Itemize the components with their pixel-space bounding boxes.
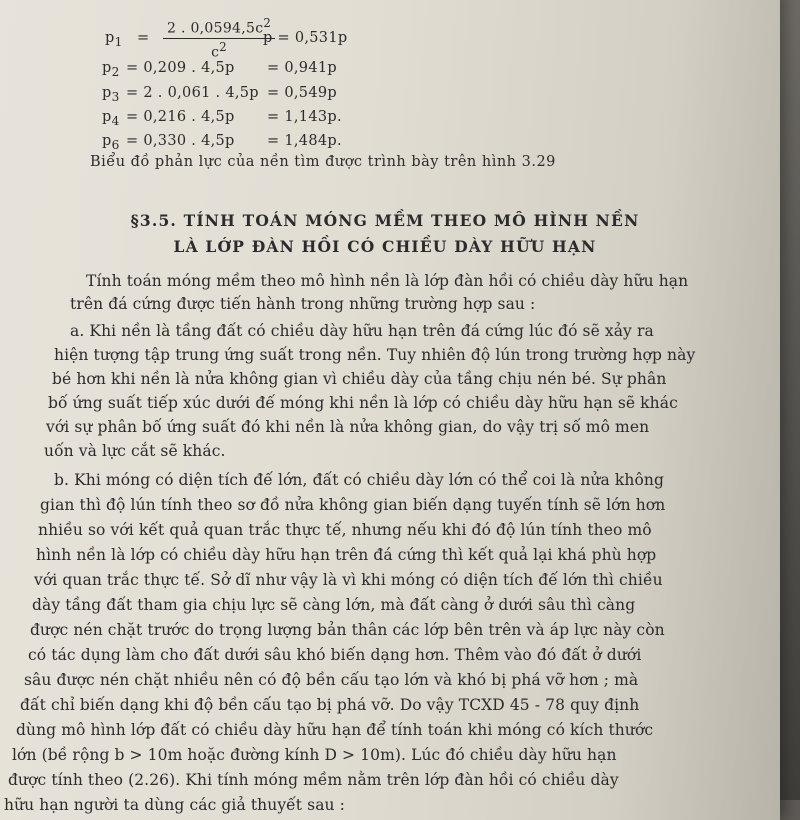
body-line: a. Khi nền là tầng đất có chiều dày hữu hạn trên đá cứng lúc đó sẽ xảy ra xyxy=(70,322,654,340)
body-line: lớn (bề rộng b > 10m hoặc đường kính D > 10m). Lúc đó chiều dày hữu hạn xyxy=(12,746,617,764)
formula-p3 xyxy=(102,85,402,109)
formula-p3-lhs: $p_3$ xyxy=(102,85,120,104)
body-line: với sự phân bố ứng suất đó khi nền là nửa không gian, do vậy trị số mô men xyxy=(46,418,650,436)
formula-p3-result: = 0,549p xyxy=(267,85,337,101)
formula-p3-expr: = 2 . 0,061 . 4,5p xyxy=(126,85,259,101)
figure-caption-reference: Biểu đồ phản lực của nền tìm được trình bày trên hình 3.29 xyxy=(90,154,556,170)
formula-p1-eq: = xyxy=(137,30,150,46)
formula-p6-result: = 1,484p. xyxy=(267,133,342,149)
formula-p4 xyxy=(102,109,402,133)
formula-p2-result: = 0,941p xyxy=(267,60,337,76)
section-heading-line-2: LÀ LỚP ĐÀN HỒI CÓ CHIỀU DÀY HỮU HẠN xyxy=(173,237,597,256)
body-line: bố ứng suất tiếp xúc dưới đế móng khi nền là lớp có chiều dày hữu hạn sẽ khác xyxy=(48,394,678,412)
body-line: hình nền là lớp có chiều dày hữu hạn trên đá cứng thì kết quả lại khá phù hợp xyxy=(36,546,657,564)
body-line: có tác dụng làm cho đất dưới sâu khó biến dạng hơn. Thêm vào đó đất ở dưới xyxy=(28,646,642,664)
body-line: đất chỉ biến dạng khi độ bền cấu tạo bị phá vỡ. Do vậy TCXD 45 - 78 quy định xyxy=(20,696,640,714)
body-line: hiện tượng tập trung ứng suất trong nền. Tuy nhiên độ lún trong trường hợp này xyxy=(54,346,696,364)
formula-p2 xyxy=(102,60,402,84)
body-line: được nén chặt trước do trọng lượng bản thân các lớp bên trên và áp lực này còn xyxy=(30,621,665,639)
formula-p4-result: = 1,143p. xyxy=(267,109,342,125)
formula-p6-lhs: $p_6$ xyxy=(102,133,120,152)
body-line: bé hơn khi nền là nửa không gian vì chiều dày của tầng chịu nén bé. Sự phân xyxy=(52,370,667,388)
formula-p6-expr: = 0,330 . 4,5p xyxy=(126,133,235,149)
body-line: trên đá cứng được tiến hành trong những trường hợp sau : xyxy=(70,295,536,313)
formula-p1-result: p = 0,531p xyxy=(263,30,348,46)
body-line: hữu hạn người ta dùng các giả thuyết sau : xyxy=(4,796,345,814)
body-line: gian thì độ lún tính theo sơ đồ nửa không gian biến dạng tuyến tính sẽ lớn hơn xyxy=(40,496,666,514)
body-line: b. Khi móng có diện tích đế lớn, đất có chiều dày lớn có thể coi là nửa không xyxy=(54,471,664,489)
formula-p1-fraction: $\frac{2 . 0,0594,5c^2}{c^2}$ xyxy=(163,16,275,60)
formula-p1-lhs: $p_1$ xyxy=(105,30,123,49)
formula-p4-expr: = 0,216 . 4,5p xyxy=(126,109,235,125)
body-line: uốn và lực cắt sẽ khác. xyxy=(44,442,226,460)
formula-p2-expr: = 0,209 . 4,5p xyxy=(126,60,235,76)
body-line: sâu được nén chặt nhiều nên có độ bền cấu tạo lớn và khó bị phá vỡ hơn ; mà xyxy=(24,671,639,689)
body-line: Tính toán móng mềm theo mô hình nền là lớp đàn hồi có chiều dày hữu hạn xyxy=(86,272,689,290)
body-line: với quan trắc thực tế. Sở dĩ như vậy là vì khi móng có diện tích đế lớn thì chiều xyxy=(34,571,663,589)
formula-p2-lhs: $p_2$ xyxy=(102,60,120,79)
formula-p4-lhs: $p_4$ xyxy=(102,109,120,128)
body-line: dùng mô hình lớp đất có chiều dày hữu hạn để tính toán khi móng có kích thước xyxy=(16,721,654,739)
section-heading-line-1: §3.5. TÍNH TOÁN MÓNG MỀM THEO MÔ HÌNH NỀN xyxy=(130,211,640,230)
body-line: nhiều so với kết quả quan trắc thực tế, nhưng nếu khi đó độ lún tính theo mô xyxy=(38,521,652,539)
body-line: được tính theo (2.26). Khi tính móng mềm nằm trên lớp đàn hồi có chiều dày xyxy=(8,771,619,789)
body-line: dày tầng đất tham gia chịu lực sẽ càng lớn, mà đất càng ở dưới sâu thì càng xyxy=(32,596,636,614)
